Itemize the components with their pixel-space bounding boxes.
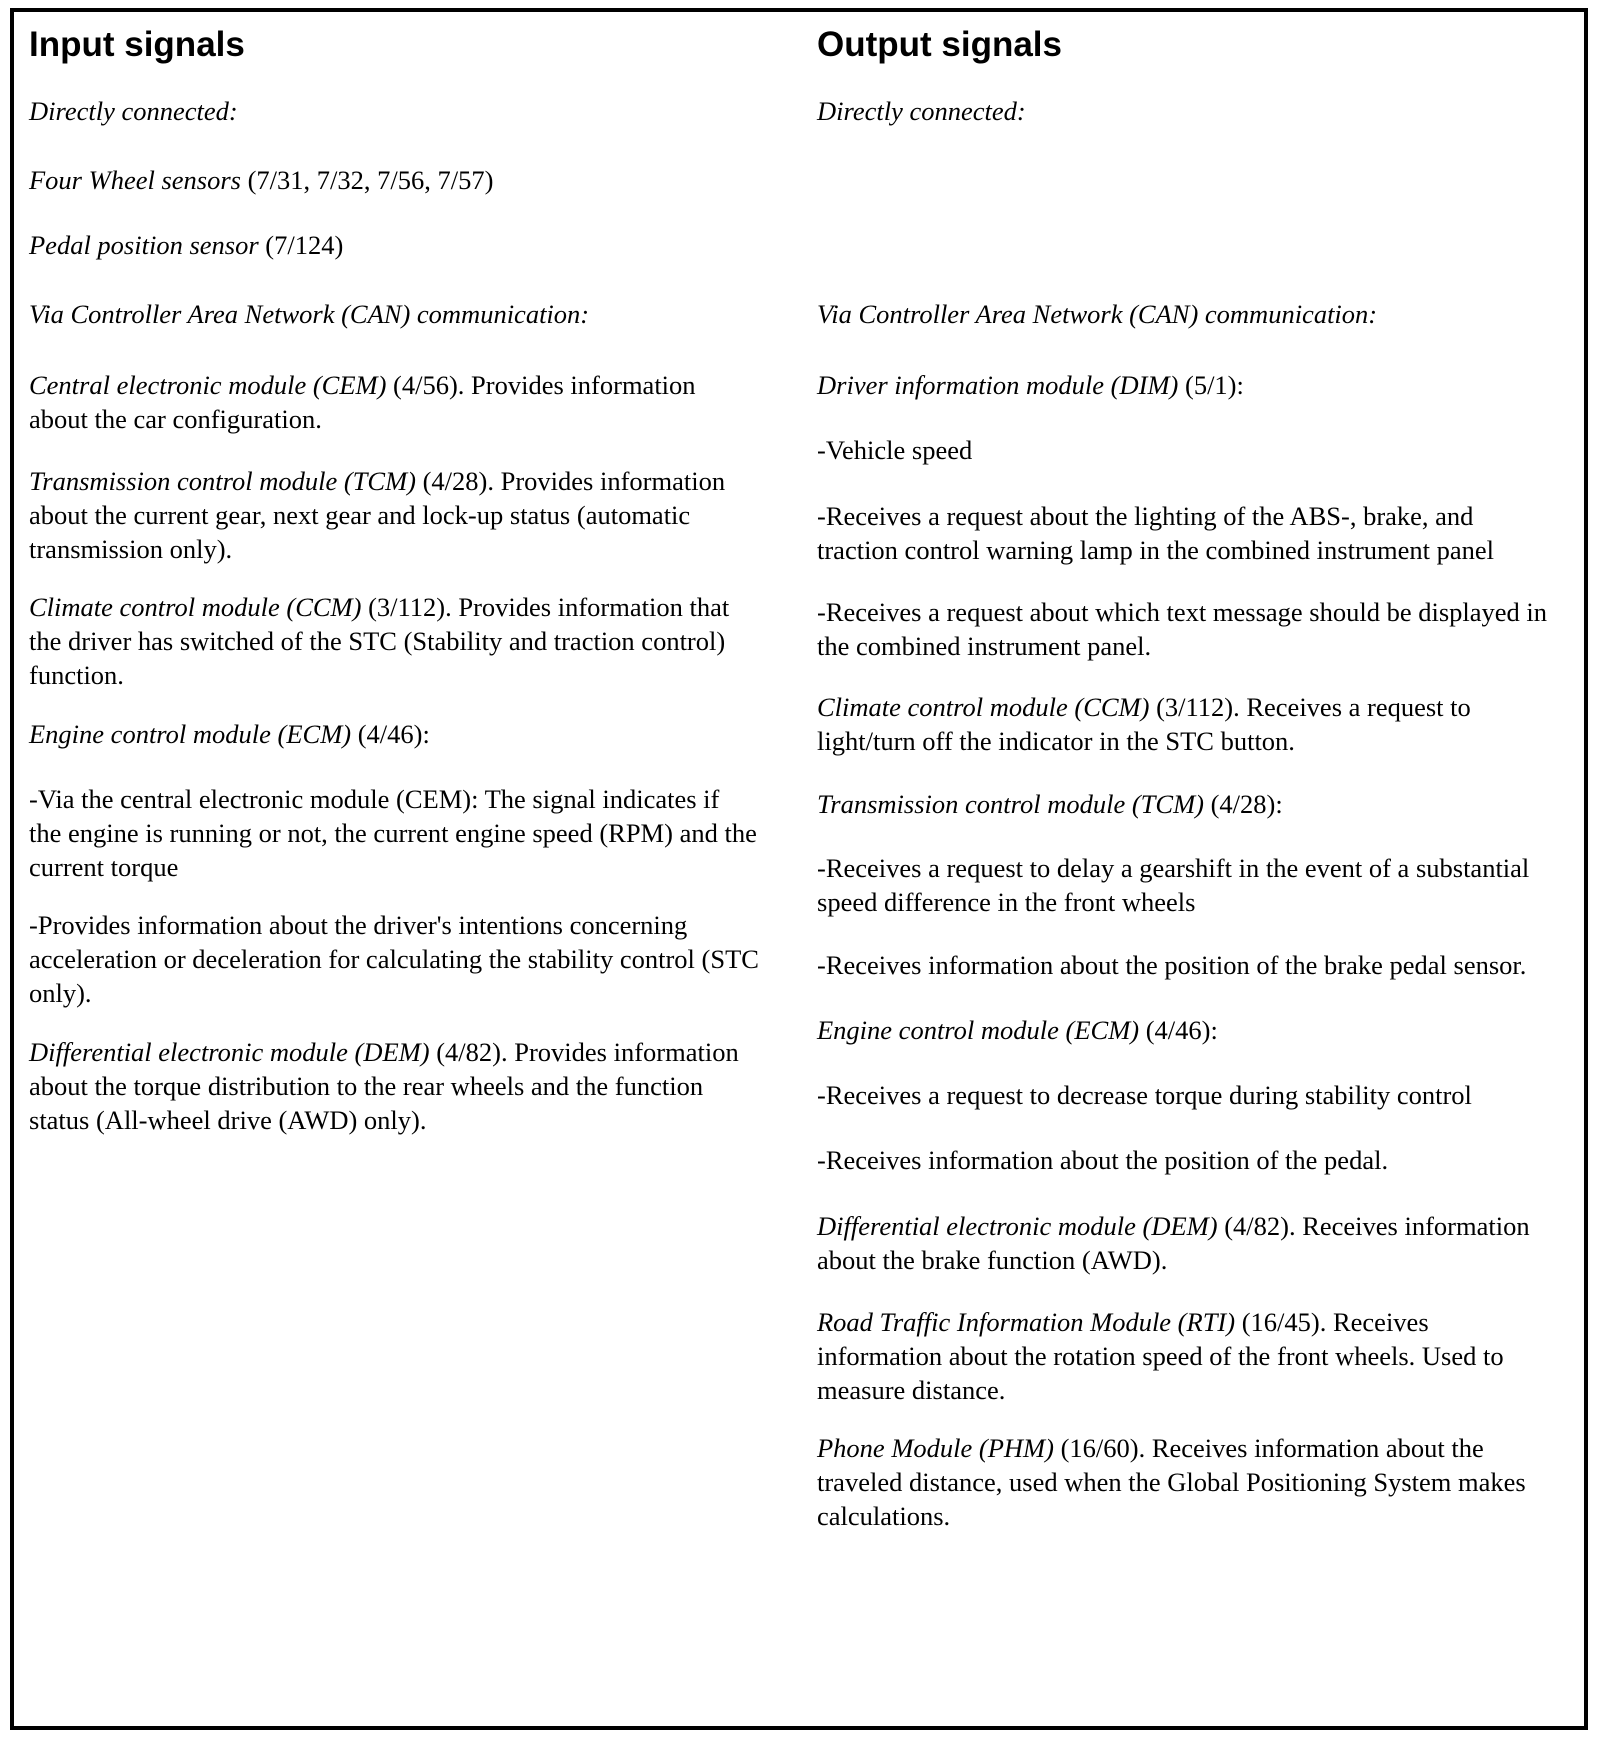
text-line xyxy=(29,163,493,197)
output-signals-heading: Output signals xyxy=(817,25,1062,64)
text-line xyxy=(817,1465,1526,1499)
output-paragraph xyxy=(817,948,1526,982)
plain-text: speed difference in the front wheels xyxy=(817,887,1196,917)
text-line xyxy=(29,717,430,751)
text-line xyxy=(29,908,759,942)
plain-text: (4/56). Provides information xyxy=(386,370,696,400)
text-line xyxy=(817,94,1026,128)
input-paragraph xyxy=(29,1035,739,1137)
text-line xyxy=(817,533,1494,567)
plain-text: (4/46): xyxy=(1139,1015,1218,1045)
text-line xyxy=(817,499,1494,533)
text-line xyxy=(29,782,757,816)
plain-text: -Receives a request about which text message should be displayed in xyxy=(817,597,1548,627)
plain-text: -Provides information about the driver's intentions concerning xyxy=(29,910,688,940)
input-paragraph xyxy=(29,368,696,436)
italic-text: Via Controller Area Network (CAN) communication: xyxy=(817,299,1378,329)
plain-text: (4/46): xyxy=(351,719,430,749)
output-paragraph xyxy=(817,1431,1526,1533)
output-paragraph xyxy=(817,595,1547,663)
text-line xyxy=(817,851,1529,885)
text-line xyxy=(817,1499,1526,1533)
plain-text: (5/1): xyxy=(1178,370,1244,400)
plain-text: traction control warning lamp in the combined instrument panel xyxy=(817,535,1495,565)
input-paragraph xyxy=(29,590,729,692)
italic-text: Transmission control module (TCM) xyxy=(29,466,416,496)
text-line xyxy=(29,1035,739,1069)
input-paragraph xyxy=(29,782,757,884)
text-line xyxy=(817,1431,1526,1465)
output-paragraph xyxy=(817,1209,1530,1277)
plain-text: (3/112). Provides information that xyxy=(361,592,730,622)
plain-text: the driver has switched of the STC (Stability and traction control) xyxy=(29,626,726,656)
text-line xyxy=(817,1013,1218,1047)
output-paragraph xyxy=(817,94,1026,128)
text-line xyxy=(29,464,725,498)
plain-text: -Receives a request about the lighting of the ABS-, brake, and xyxy=(817,501,1474,531)
text-line xyxy=(817,595,1547,629)
text-line xyxy=(29,297,589,331)
plain-text: transmission only). xyxy=(29,534,233,564)
plain-text: -Receives a request to delay a gearshift in the event of a substantial xyxy=(817,853,1530,883)
text-line xyxy=(817,629,1547,663)
text-line xyxy=(817,368,1244,402)
plain-text: (4/82). Provides information xyxy=(429,1037,739,1067)
italic-text: Driver information module (DIM) xyxy=(817,370,1179,400)
plain-text: traveled distance, used when the Global Positioning System makes xyxy=(817,1467,1526,1497)
output-paragraph xyxy=(817,1078,1472,1112)
italic-text: Directly connected: xyxy=(29,96,238,126)
italic-text: Central electronic module (CEM) xyxy=(29,370,387,400)
plain-text: -Receives information about the position of the pedal. xyxy=(817,1145,1389,1175)
output-paragraph xyxy=(817,1013,1218,1047)
italic-text: Phone Module (PHM) xyxy=(817,1433,1054,1463)
plain-text: -Receives a request to decrease torque during stability control xyxy=(817,1080,1472,1110)
italic-text: Via Controller Area Network (CAN) communication: xyxy=(29,299,590,329)
input-paragraph xyxy=(29,908,759,1010)
plain-text: only). xyxy=(29,978,92,1008)
plain-text: (16/60). Receives information about the xyxy=(1053,1433,1484,1463)
text-line xyxy=(817,1078,1472,1112)
text-line xyxy=(29,94,238,128)
italic-text: Climate control module (CCM) xyxy=(29,592,362,622)
text-line xyxy=(817,1209,1530,1243)
plain-text: (4/28): xyxy=(1203,789,1283,819)
text-line xyxy=(29,590,729,624)
plain-text: (16/45). Receives xyxy=(1235,1307,1429,1337)
text-line xyxy=(817,433,972,467)
text-line xyxy=(817,1243,1530,1277)
text-line xyxy=(29,624,729,658)
output-paragraph xyxy=(817,1143,1388,1177)
output-paragraph xyxy=(817,690,1471,758)
text-line xyxy=(817,724,1471,758)
plain-text: about the brake function (AWD). xyxy=(817,1245,1168,1275)
plain-text: function. xyxy=(29,660,124,690)
text-line xyxy=(29,402,696,436)
input-paragraph xyxy=(29,464,725,566)
output-paragraph xyxy=(817,368,1244,402)
input-paragraph xyxy=(29,228,343,262)
input-paragraph xyxy=(29,297,589,331)
text-line xyxy=(29,850,757,884)
plain-text: current torque xyxy=(29,852,179,882)
text-line xyxy=(817,1339,1504,1373)
text-line xyxy=(29,942,759,976)
plain-text: -Via the central electronic module (CEM): The signal indicates if xyxy=(29,784,720,814)
output-paragraph xyxy=(817,851,1529,919)
plain-text: the combined instrument panel. xyxy=(817,631,1152,661)
plain-text: (7/31, 7/32, 7/56, 7/57) xyxy=(240,165,494,195)
text-line xyxy=(29,368,696,402)
text-line xyxy=(29,228,343,262)
text-line xyxy=(817,690,1471,724)
italic-text: Pedal position sensor xyxy=(29,230,259,260)
plain-text: about the car configuration. xyxy=(29,404,322,434)
text-line xyxy=(29,976,759,1010)
text-line xyxy=(817,1143,1388,1177)
input-signals-heading: Input signals xyxy=(29,25,245,64)
text-line xyxy=(29,1069,739,1103)
italic-text: Engine control module (ECM) xyxy=(29,719,352,749)
text-line xyxy=(817,787,1283,821)
text-line xyxy=(29,532,725,566)
italic-text: Four Wheel sensors xyxy=(29,165,241,195)
italic-text: Differential electronic module (DEM) xyxy=(817,1211,1218,1241)
text-line xyxy=(29,658,729,692)
input-paragraph xyxy=(29,94,238,128)
plain-text: acceleration or deceleration for calculating the stability control (STC xyxy=(29,944,759,974)
plain-text: information about the rotation speed of the front wheels. Used to xyxy=(817,1341,1504,1371)
output-paragraph xyxy=(817,1305,1504,1407)
plain-text: about the current gear, next gear and lock-up status (automatic xyxy=(29,500,691,530)
plain-text: (7/124) xyxy=(258,230,344,260)
italic-text: Directly connected: xyxy=(817,96,1026,126)
plain-text: -Receives information about the position of the brake pedal sensor. xyxy=(817,950,1527,980)
plain-text: calculations. xyxy=(817,1501,951,1531)
text-line xyxy=(817,1373,1504,1407)
plain-text: light/turn off the indicator in the STC button. xyxy=(817,726,1295,756)
italic-text: Climate control module (CCM) xyxy=(817,692,1150,722)
text-line xyxy=(817,885,1529,919)
plain-text: the engine is running or not, the current engine speed (RPM) and the xyxy=(29,818,757,848)
text-line xyxy=(29,498,725,532)
italic-text: Road Traffic Information Module (RTI) xyxy=(817,1307,1236,1337)
text-line xyxy=(29,1103,739,1137)
italic-text: Engine control module (ECM) xyxy=(817,1015,1140,1045)
text-line xyxy=(817,297,1377,331)
output-paragraph xyxy=(817,787,1283,821)
signals-frame xyxy=(10,8,1588,1730)
italic-text: Transmission control module (TCM) xyxy=(817,789,1204,819)
text-line xyxy=(29,816,757,850)
output-paragraph xyxy=(817,297,1377,331)
input-paragraph xyxy=(29,163,493,197)
plain-text: status (All-wheel drive (AWD) only). xyxy=(29,1105,427,1135)
text-line xyxy=(817,1305,1504,1339)
plain-text: (4/28). Provides information xyxy=(415,466,726,496)
italic-text: Differential electronic module (DEM) xyxy=(29,1037,430,1067)
output-paragraph xyxy=(817,499,1494,567)
text-line xyxy=(817,948,1526,982)
input-paragraph xyxy=(29,717,430,751)
plain-text: (4/82). Receives information xyxy=(1217,1211,1530,1241)
output-paragraph xyxy=(817,433,972,467)
plain-text: about the torque distribution to the rear wheels and the function xyxy=(29,1071,704,1101)
plain-text: (3/112). Receives a request to xyxy=(1149,692,1471,722)
plain-text: measure distance. xyxy=(817,1375,1006,1405)
plain-text: -Vehicle speed xyxy=(817,435,973,465)
